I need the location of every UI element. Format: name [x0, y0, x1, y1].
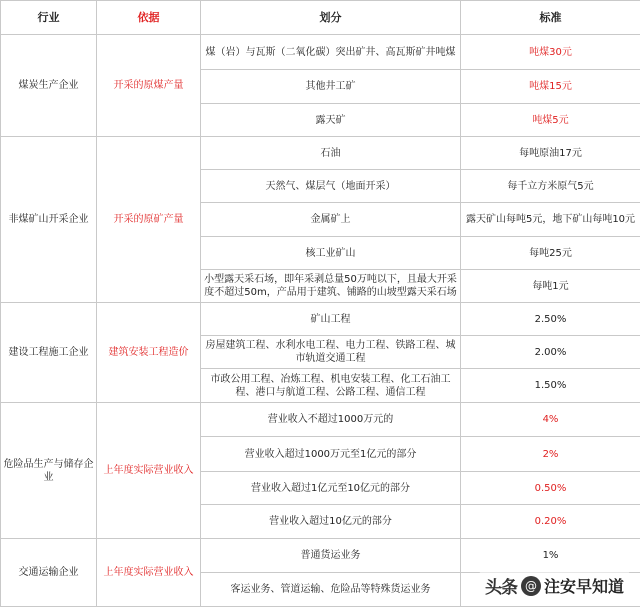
division-cell: 金属矿上: [201, 203, 461, 237]
table-row: [1, 137, 640, 170]
standard-cell: 1%: [461, 539, 640, 573]
standard-cell: 每千立方米原气5元: [461, 170, 640, 203]
table-row: [1, 303, 640, 336]
header-industry: 行业: [1, 1, 97, 35]
table-row: [1, 539, 640, 573]
basis-cell: 建筑安装工程造价: [97, 303, 201, 403]
standard-cell: 露天矿山每吨5元，地下矿山每吨10元: [461, 203, 640, 237]
standard-cell: 0.50%: [461, 472, 640, 505]
standard-cell: 2.00%: [461, 336, 640, 369]
standard-cell: 1.50%: [461, 369, 640, 403]
industry-cell: 建设工程施工企业: [1, 303, 97, 403]
basis-cell: 上年度实际营业收入: [97, 403, 201, 539]
basis-cell: 开采的原矿产量: [97, 137, 201, 303]
division-cell: 营业收入超过10亿元的部分: [201, 505, 461, 539]
division-cell: 普通货运业务: [201, 539, 461, 573]
at-icon: @: [521, 576, 541, 596]
table-row: [1, 35, 640, 70]
watermark-account-name: 注安早知道: [544, 574, 624, 597]
industry-cell: 交通运输企业: [1, 539, 97, 607]
standard-cell: 每吨25元: [461, 237, 640, 270]
division-cell: 小型露天采石场，即年采剥总量50万吨以下，且最大开采度不超过50m，产品用于建筑、铺路的山坡型露天采石场: [201, 270, 461, 303]
standard-cell: 2%: [461, 437, 640, 472]
table-row: [1, 403, 640, 437]
division-cell: 营业收入超过1亿元至10亿元的部分: [201, 472, 461, 505]
industry-cell: 煤炭生产企业: [1, 35, 97, 137]
watermark: [479, 571, 630, 600]
division-cell: 石油: [201, 137, 461, 170]
header-division: 划分: [201, 1, 461, 35]
industry-cell: 非煤矿山开采企业: [1, 137, 97, 303]
basis-cell: 开采的原煤产量: [97, 35, 201, 137]
division-cell: 房屋建筑工程、水利水电工程、电力工程、铁路工程、城市轨道交通工程: [201, 336, 461, 369]
division-cell: 天然气、煤层气（地面开采）: [201, 170, 461, 203]
division-cell: 矿山工程: [201, 303, 461, 336]
division-cell: 核工业矿山: [201, 237, 461, 270]
standard-cell: 每吨1元: [461, 270, 640, 303]
header-basis: 依据: [97, 1, 201, 35]
standard-cell: 吨煤5元: [461, 104, 640, 137]
division-cell: 营业收入不超过1000万元的: [201, 403, 461, 437]
division-cell: 营业收入超过1000万元至1亿元的部分: [201, 437, 461, 472]
toutiao-logo: 头条: [485, 573, 517, 598]
division-cell: 露天矿: [201, 104, 461, 137]
standard-cell: 0.20%: [461, 505, 640, 539]
header-standard: 标准: [461, 1, 640, 35]
standard-cell: 2.50%: [461, 303, 640, 336]
basis-cell: 上年度实际营业收入: [97, 539, 201, 607]
division-cell: 煤（岩）与瓦斯（二氧化碳）突出矿井、高瓦斯矿井吨煤: [201, 35, 461, 70]
standard-cell: 吨煤30元: [461, 35, 640, 70]
standard-cell: 吨煤15元: [461, 70, 640, 104]
standard-cell: 4%: [461, 403, 640, 437]
standard-cell: 每吨原油17元: [461, 137, 640, 170]
header-row: [1, 1, 640, 35]
division-cell: 市政公用工程、冶炼工程、机电安装工程、化工石油工程、港口与航道工程、公路工程、通信工程: [201, 369, 461, 403]
division-cell: 客运业务、管道运输、危险品等特殊货运业务: [201, 573, 461, 607]
division-cell: 其他井工矿: [201, 70, 461, 104]
industry-cell: 危险品生产与储存企业: [1, 403, 97, 539]
